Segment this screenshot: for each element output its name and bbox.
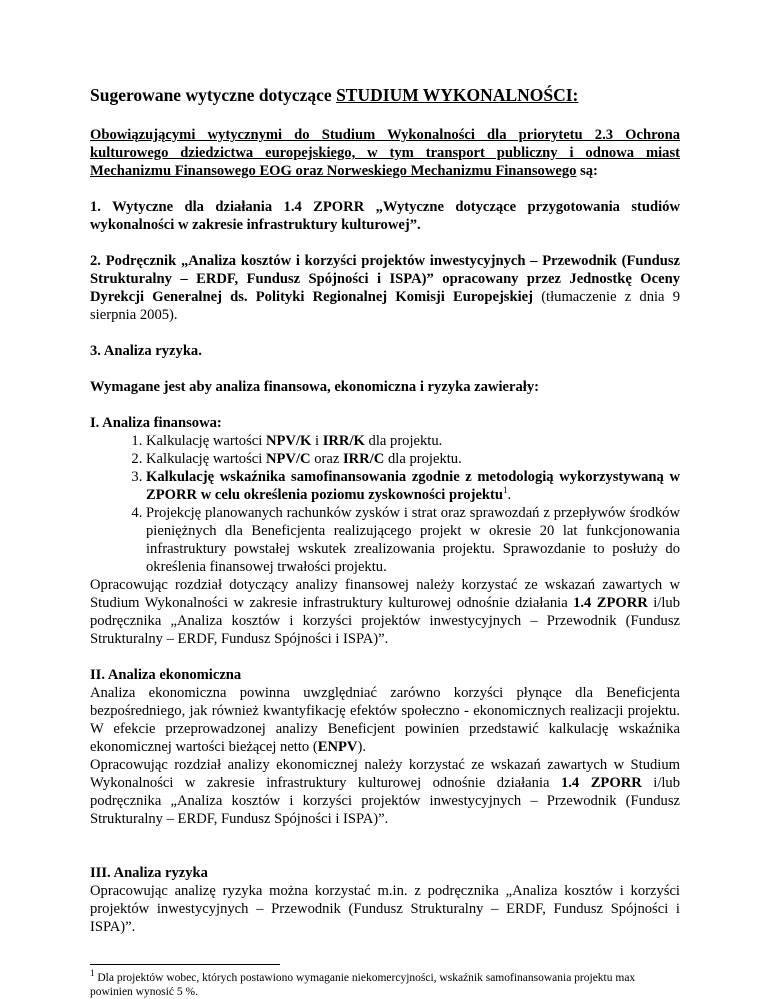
financial-list bbox=[90, 432, 680, 576]
page-title: Sugerowane wytyczne dotyczące STUDIUM WYKONALNOŚCI: bbox=[90, 85, 579, 105]
risk-paragraph: Opracowując analizę ryzyka można korzystać m.in. z podręcznika „Analiza kosztów i korzyści projektów inwestycyjnych – Przewodnik (Fundusz Strukturalny – ERDF, Fundusz Spójności i ISPA)”. bbox=[90, 883, 680, 935]
section-economic-heading: II. Analiza ekonomiczna bbox=[90, 667, 242, 683]
economic-paragraph-2: Opracowując rozdział analizy ekonomicznej należy korzystać ze wskazań zawartych w Studium Wykonalności w zakresie infrastruktury kulturowej odnośnie działania 1.4 ZPORR i/lub podręcznika „Analiza kosztów i korzyści projektów inwestycyjnych – Przewodnik (Fundusz Strukturalny – ERDF, Fundusz Spójności i ISPA)”. bbox=[90, 757, 681, 827]
required-heading: Wymagane jest aby analiza finansowa, ekonomiczna i ryzyka zawierały: bbox=[90, 379, 539, 395]
section-financial-heading: I. Analiza finansowa: bbox=[90, 415, 222, 431]
intro-paragraph: Obowiązującymi wytycznymi do Studium Wykonalności dla priorytetu 2.3 Ochrona kulturowego dziedzictwa europejskiego, w tym transport publiczny i odnowa miast Mechanizmu Finansowego EOG oraz Norweskiego Mechanizmu Finansowego są: bbox=[90, 127, 680, 179]
guideline-1: 1. Wytyczne dla działania 1.4 ZPORR „Wytyczne dotyczące przygotowania studiów wykonalności w zakresie infrastruktury kulturowej”. bbox=[90, 199, 680, 233]
title-emphasis: STUDIUM WYKONALNOŚCI: bbox=[336, 85, 579, 105]
section-risk-heading: III. Analiza ryzyka bbox=[90, 865, 208, 881]
guideline-3: 3. Analiza ryzyka. bbox=[90, 343, 202, 359]
list-item: 2. Kalkulację wartości NPV/C oraz IRR/C dla projektu. bbox=[146, 450, 680, 468]
footnote-mark: 1 bbox=[90, 968, 95, 979]
list-item: 4. Projekcję planowanych rachunków zysków i strat oraz sprawozdań z przepływów środków pieniężnych dla Beneficjenta realizującego projekt w okresie 20 lat funkcjonowania infrastruktury powstałej wskutek zrealizowania projektu. Sprawozdanie to posłuży do określenia finansowej trwałości projektu. bbox=[146, 504, 680, 576]
section-financial bbox=[90, 414, 680, 648]
list-item: 1. Kalkulację wartości NPV/K i IRR/K dla projektu. bbox=[146, 432, 680, 450]
footnote-ref[interactable]: 1 bbox=[503, 485, 508, 496]
financial-note: Opracowując rozdział dotyczący analizy finansowej należy korzystać ze wskazań zawartych w Studium Wykonalności w zakresie infrastruktury kulturowej odnośnie działania 1.4 ZPORR i/lub podręcznika „Analiza kosztów i korzyści projektów inwestycyjnych – Przewodnik (Fundusz Strukturalny – ERDF, Fundusz Spójności i ISPA)”. bbox=[90, 577, 680, 647]
economic-paragraph-1: Analiza ekonomiczna powinna uwzględniać zarówno korzyści płynące dla Beneficjenta bezpośredniego, jak również kwantyfikację efektów społeczno - ekonomicznych realizacji projektu. W efekcie przeprowadzonej analizy Beneficjent powinien przedstawić kalkulację wskaźnika ekonomicznej wartości bieżącej netto (ENPV). bbox=[90, 685, 680, 755]
footnote-separator bbox=[90, 964, 280, 965]
guideline-2: 2. Podręcznik „Analiza kosztów i korzyści projektów inwestycyjnych – Przewodnik (Fundusz Strukturalny – ERDF, Fundusz Spójności i ISPA)” opracowany przez Jednostkę Oceny Dyrekcji Generalnej ds. Polityki Regionalnej Komisji Europejskiej (tłumaczenie z dnia 9 sierpnia 2005). bbox=[90, 253, 681, 323]
section-economic bbox=[90, 666, 680, 828]
footnote: $^1$ Dla projektów wobec, których postawiono wymaganie niekomercyjności, wskaźnik samofinansowania projektu max powinien wynosić 5 %. bbox=[90, 968, 636, 998]
section-risk bbox=[90, 864, 680, 936]
list-item: 3. Kalkulację wskaźnika samofinansowania zgodnie z metodologią wykorzystywaną w ZPORR w celu określenia poziomu zyskowności projektu$^1$. bbox=[146, 468, 680, 504]
